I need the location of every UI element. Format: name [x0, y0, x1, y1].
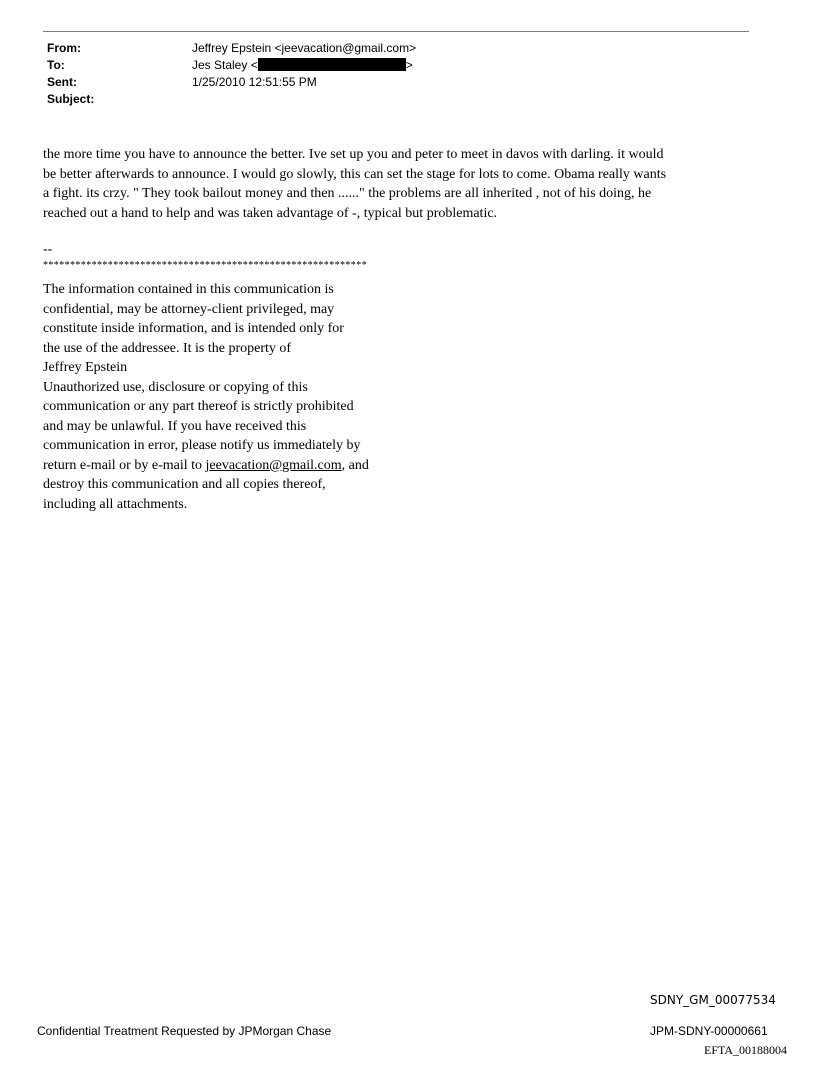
email-link[interactable]: jeevacation@gmail.com — [205, 457, 342, 473]
disclaimer-line: and may be unlawful. If you have received this — [43, 418, 307, 434]
disclaimer-line: including all attachments. — [43, 496, 188, 512]
to-name: Jes Staley < — [192, 58, 258, 72]
return-line-prefix: return e-mail or by e-mail to — [43, 457, 206, 473]
return-line-suffix: , and — [341, 457, 369, 473]
disclaimer-line — [43, 456, 423, 476]
body-line: a fight. its crzy. " They took bailout money and then ......" the problems are all inherited , not of his doing, he — [43, 186, 652, 201]
body-line: be better afterwards to announce. I would go slowly, this can set the stage for lots to come. Obama really wants — [43, 166, 667, 182]
bates-efta: EFTA_00188004 — [704, 1043, 788, 1057]
disclaimer-line: the use of the addressee. It is the property of — [43, 340, 292, 356]
sent-value: 1/25/2010 12:51:55 PM — [192, 75, 317, 89]
to-value — [192, 58, 413, 72]
disclaimer-line: communication or any part thereof is strictly prohibited — [43, 399, 354, 414]
signature-dashes: -- — [43, 242, 53, 257]
disclaimer-line: Jeffrey Epstein — [43, 360, 128, 375]
to-label: To: — [47, 58, 65, 72]
disclaimer-line: confidential, may be attorney-client privileged, may — [43, 301, 335, 317]
from-label: From: — [47, 41, 81, 55]
sent-label: Sent: — [47, 75, 77, 89]
from-value: Jeffrey Epstein <jeevacation@gmail.com> — [192, 41, 417, 55]
email-body — [43, 145, 755, 223]
header-divider — [43, 31, 749, 32]
signature-stars: ************************************************************ — [43, 260, 367, 271]
body-line: the more time you have to announce the better. Ive set up you and peter to meet in davos with darling. it would — [43, 147, 664, 162]
bates-sdny: SDNY_GM_00077534 — [650, 993, 776, 1007]
confidentiality-disclaimer — [43, 280, 423, 514]
disclaimer-line: communication in error, please notify us immediately by — [43, 438, 361, 453]
confidential-notice: Confidential Treatment Requested by JPMorgan Chase — [37, 1024, 332, 1038]
to-suffix: > — [405, 58, 413, 72]
bates-jpm: JPM-SDNY-00000661 — [650, 1024, 768, 1038]
disclaimer-line: constitute inside information, and is intended only for — [43, 321, 344, 336]
subject-label: Subject: — [47, 92, 95, 106]
disclaimer-line: The information contained in this communication is — [43, 282, 334, 297]
body-line: reached out a hand to help and was taken advantage of -, typical but problematic. — [43, 205, 498, 221]
disclaimer-line: Unauthorized use, disclosure or copying of this — [43, 379, 308, 395]
redaction-block — [258, 58, 406, 71]
disclaimer-line: destroy this communication and all copies thereof, — [43, 477, 326, 492]
